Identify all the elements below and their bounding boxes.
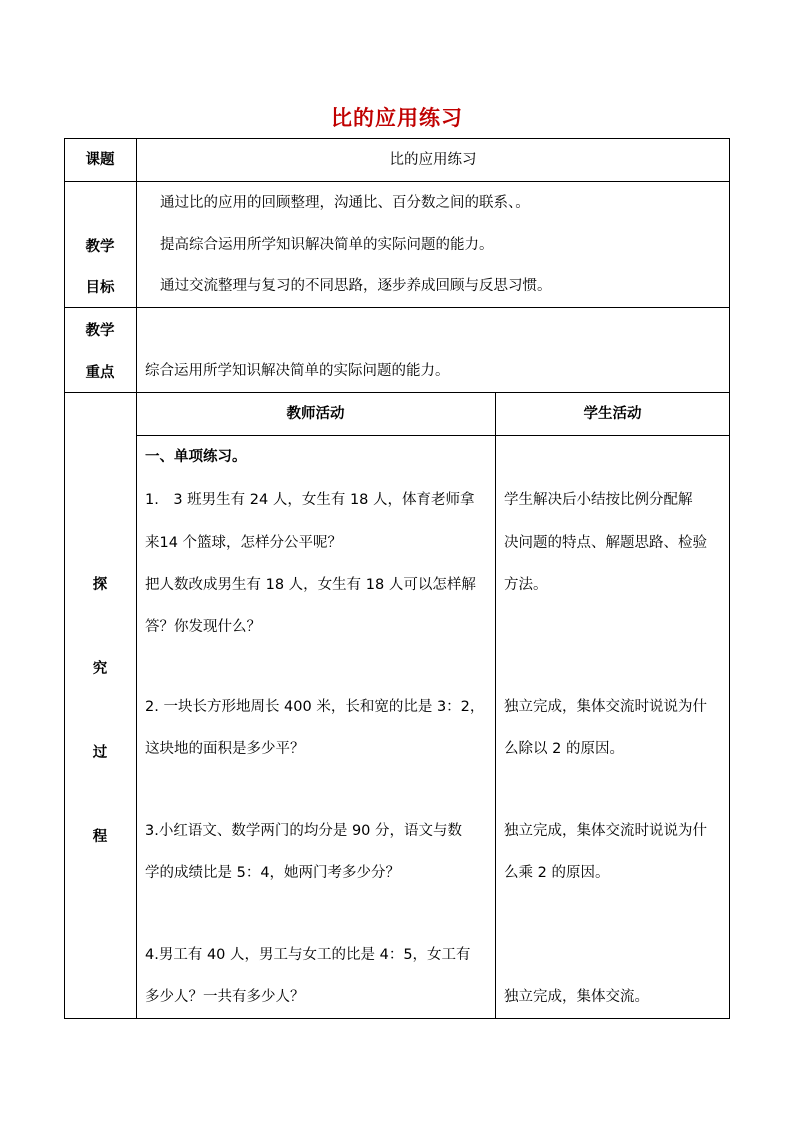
table-border-top [64,138,730,139]
process-label-char: 究 [92,661,108,677]
topic-value: 比的应用练习 [389,152,477,168]
focus-label-line2: 重点 [85,365,115,381]
section-title: 一、单项练习。 [145,449,247,465]
teacher-line: 多少人？一共有多少人？ [145,989,305,1005]
goal-item: 提高综合运用所学知识解决简单的实际问题的能力。 [160,237,494,253]
student-activity-header: 学生活动 [583,406,642,422]
goals-label-line2: 目标 [85,280,115,296]
goals-label-line1: 教学 [85,239,115,255]
teacher-line: 3.小红语文、数学两门的均分是 90 分，语文与数 [145,823,463,839]
teacher-activity-header: 教师活动 [286,406,345,422]
teacher-line: 学的成绩比是 5：4，她两门考多少分？ [145,865,401,881]
table-border-subheader [136,435,730,436]
table-border-bottom [64,1018,730,1019]
teacher-line: 来14 个篮球，怎样分公平呢？ [145,535,343,551]
focus-label-line1: 教学 [85,323,115,339]
process-label-char: 过 [92,745,108,761]
focus-value: 综合运用所学知识解决简单的实际问题的能力。 [145,363,450,379]
teacher-line: 这块地的面积是多少平？ [145,741,305,757]
table-border-mid-col [495,392,496,1019]
topic-label: 课题 [85,152,115,168]
goal-item: 通过比的应用的回顾整理，沟通比、百分数之间的联系、。 [160,195,530,211]
teacher-line: 把人数改成男生有 18 人，女生有 18 人可以怎样解 [145,577,476,593]
student-line: 学生解决后小结按比例分配解 [504,492,693,508]
table-border-row1 [64,181,730,182]
page-title: 比的应用练习 [331,105,463,130]
process-label-char: 程 [92,829,108,845]
student-line: 么除以 2 的原因。 [504,741,624,757]
teacher-line: 答？你发现什么？ [145,619,261,635]
student-line: 独立完成，集体交流时说说为什 [504,823,707,839]
teacher-line: 2. 一块长方形地周长 400 米，长和宽的比是 3：2， [145,699,485,715]
table-border-right [729,138,730,1019]
student-line: 决问题的特点、解题思路、检验 [504,535,707,551]
student-line: 独立完成，集体交流。 [504,989,649,1005]
student-line: 方法。 [504,577,548,593]
table-border-row3 [64,392,730,393]
goal-item: 通过交流整理与复习的不同思路，逐步养成回顾与反思习惯。 [160,278,552,294]
student-line: 么乘 2 的原因。 [504,865,610,881]
teacher-line: 1. 3 班男生有 24 人，女生有 18 人，体育老师拿 [145,492,475,508]
table-border-label-col [136,138,137,1019]
process-label-char: 探 [92,577,108,593]
student-line: 独立完成，集体交流时说说为什 [504,699,707,715]
table-border-row2 [64,307,730,308]
teacher-line: 4.男工有 40 人，男工与女工的比是 4：5，女工有 [145,947,471,963]
